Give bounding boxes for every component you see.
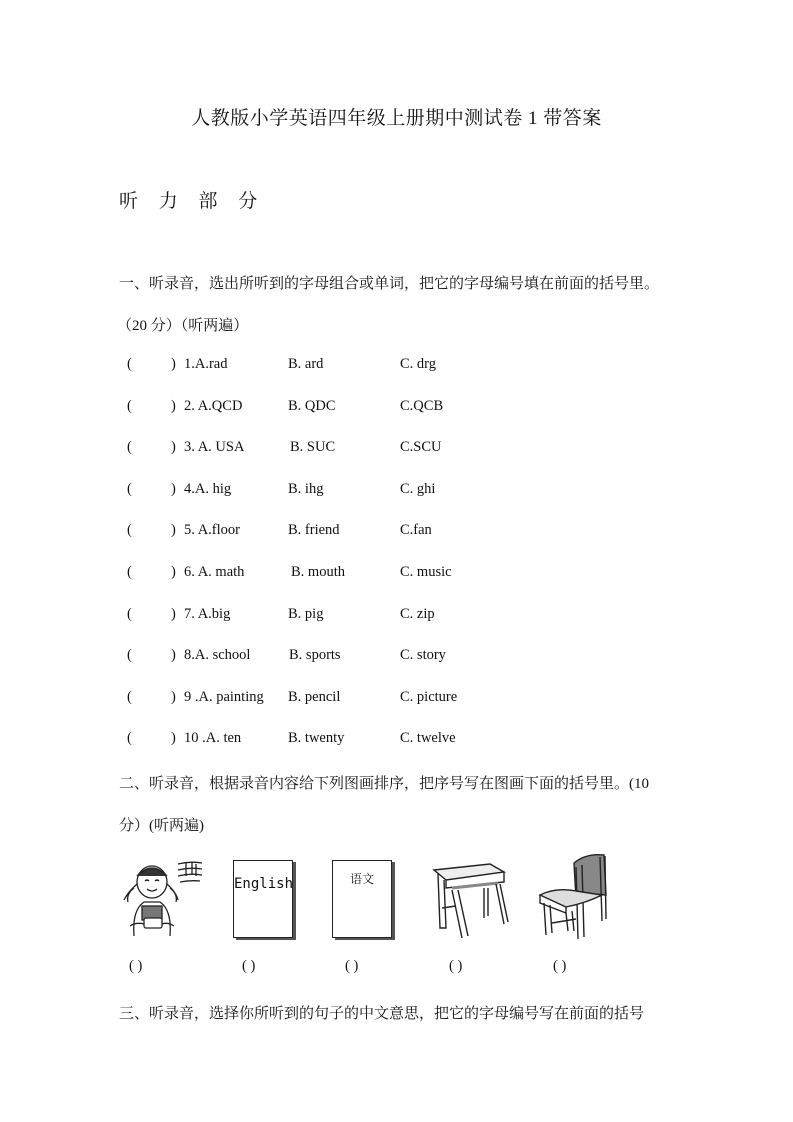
answer-bracket-open: ( bbox=[127, 647, 132, 663]
q1-instruction: 一、听录音，选出所听到的字母组合或单词，把它的字母编号填在前面的括号里。 bbox=[119, 276, 660, 292]
option-a: 1.A.rad bbox=[184, 356, 228, 372]
option-b: B. ard bbox=[288, 356, 324, 372]
option-b: B. twenty bbox=[288, 730, 345, 746]
book-title-chinese: 语文 bbox=[349, 872, 374, 886]
desk-icon bbox=[432, 858, 512, 938]
option-b: B. friend bbox=[288, 522, 340, 538]
section-heading-listening: 听 力 部 分 bbox=[119, 191, 266, 212]
english-book-icon bbox=[233, 860, 293, 938]
answer-bracket-open: ( bbox=[127, 606, 132, 622]
picture-5-answer-bracket: ( ) bbox=[553, 958, 567, 974]
answer-bracket-open: ( bbox=[127, 522, 132, 538]
option-a: 2. A.QCD bbox=[184, 398, 243, 414]
answer-bracket-close: ) bbox=[171, 647, 176, 663]
option-b: B. mouth bbox=[291, 564, 345, 580]
option-a: 9 .A. painting bbox=[184, 689, 264, 705]
q3-instruction: 三、听录音，选择你所听到的句子的中文意思，把它的字母编号写在前面的括号 bbox=[119, 1006, 645, 1022]
answer-bracket-close: ) bbox=[171, 730, 176, 746]
girl-listening-music-icon bbox=[120, 856, 210, 941]
answer-bracket-close: ) bbox=[171, 439, 176, 455]
q1-item-9 bbox=[127, 689, 587, 709]
chair-icon bbox=[536, 851, 611, 939]
answer-bracket-open: ( bbox=[127, 356, 132, 372]
chinese-book-icon bbox=[332, 860, 392, 938]
picture-1-answer-bracket: ( ) bbox=[129, 958, 143, 974]
document-title: 人教版小学英语四年级上册期中测试卷 1 带答案 bbox=[191, 108, 602, 129]
option-a: 10 .A. ten bbox=[184, 730, 242, 746]
option-b: B. QDC bbox=[288, 398, 336, 414]
option-b: B. SUC bbox=[290, 439, 336, 455]
answer-bracket-open: ( bbox=[127, 564, 132, 580]
option-c: C. twelve bbox=[400, 730, 456, 746]
q1-item-4 bbox=[127, 481, 587, 501]
picture-3-answer-bracket: ( ) bbox=[345, 958, 359, 974]
option-a: 3. A. USA bbox=[184, 439, 245, 455]
answer-bracket-close: ) bbox=[171, 522, 176, 538]
q1-item-1 bbox=[127, 356, 587, 376]
answer-bracket-open: ( bbox=[127, 689, 132, 705]
option-b: B. sports bbox=[289, 647, 341, 663]
picture-2-answer-bracket: ( ) bbox=[242, 958, 256, 974]
option-c: C.QCB bbox=[400, 398, 444, 414]
q2-instruction-line1: 二、听录音，根据录音内容给下列图画排序，把序号写在图画下面的括号里。(10 bbox=[119, 776, 649, 792]
option-a: 7. A.big bbox=[184, 606, 231, 622]
option-a: 8.A. school bbox=[184, 647, 251, 663]
option-c: C.SCU bbox=[400, 439, 442, 455]
option-a: 4.A. hig bbox=[184, 481, 232, 497]
answer-bracket-close: ) bbox=[171, 481, 176, 497]
answer-bracket-close: ) bbox=[171, 398, 176, 414]
option-c: C. ghi bbox=[400, 481, 436, 497]
answer-bracket-open: ( bbox=[127, 481, 132, 497]
option-c: C. story bbox=[400, 647, 446, 663]
option-c: C. picture bbox=[400, 689, 458, 705]
answer-bracket-open: ( bbox=[127, 439, 132, 455]
answer-bracket-open: ( bbox=[127, 398, 132, 414]
book-title-english: English bbox=[234, 876, 294, 892]
answer-bracket-close: ) bbox=[171, 606, 176, 622]
q1-item-6 bbox=[127, 564, 587, 584]
option-c: C.fan bbox=[400, 522, 432, 538]
option-b: B. ihg bbox=[288, 481, 324, 497]
option-b: B. pencil bbox=[288, 689, 341, 705]
q1-item-3 bbox=[127, 439, 587, 459]
option-c: C. zip bbox=[400, 606, 435, 622]
answer-bracket-open: ( bbox=[127, 730, 132, 746]
q1-item-5 bbox=[127, 522, 587, 542]
option-a: 5. A.floor bbox=[184, 522, 240, 538]
q1-item-2 bbox=[127, 398, 587, 418]
answer-bracket-close: ) bbox=[171, 689, 176, 705]
q1-item-10 bbox=[127, 730, 587, 750]
option-c: C. drg bbox=[400, 356, 436, 372]
q1-item-8 bbox=[127, 647, 587, 667]
picture-4-answer-bracket: ( ) bbox=[449, 958, 463, 974]
option-b: B. pig bbox=[288, 606, 324, 622]
option-c: C. music bbox=[400, 564, 452, 580]
q1-item-7 bbox=[127, 606, 587, 626]
q1-points: （20 分）（听两遍） bbox=[117, 318, 249, 334]
q2-instruction-line2: 分）(听两遍) bbox=[119, 818, 204, 834]
answer-bracket-close: ) bbox=[171, 356, 176, 372]
answer-bracket-close: ) bbox=[171, 564, 176, 580]
option-a: 6. A. math bbox=[184, 564, 245, 580]
